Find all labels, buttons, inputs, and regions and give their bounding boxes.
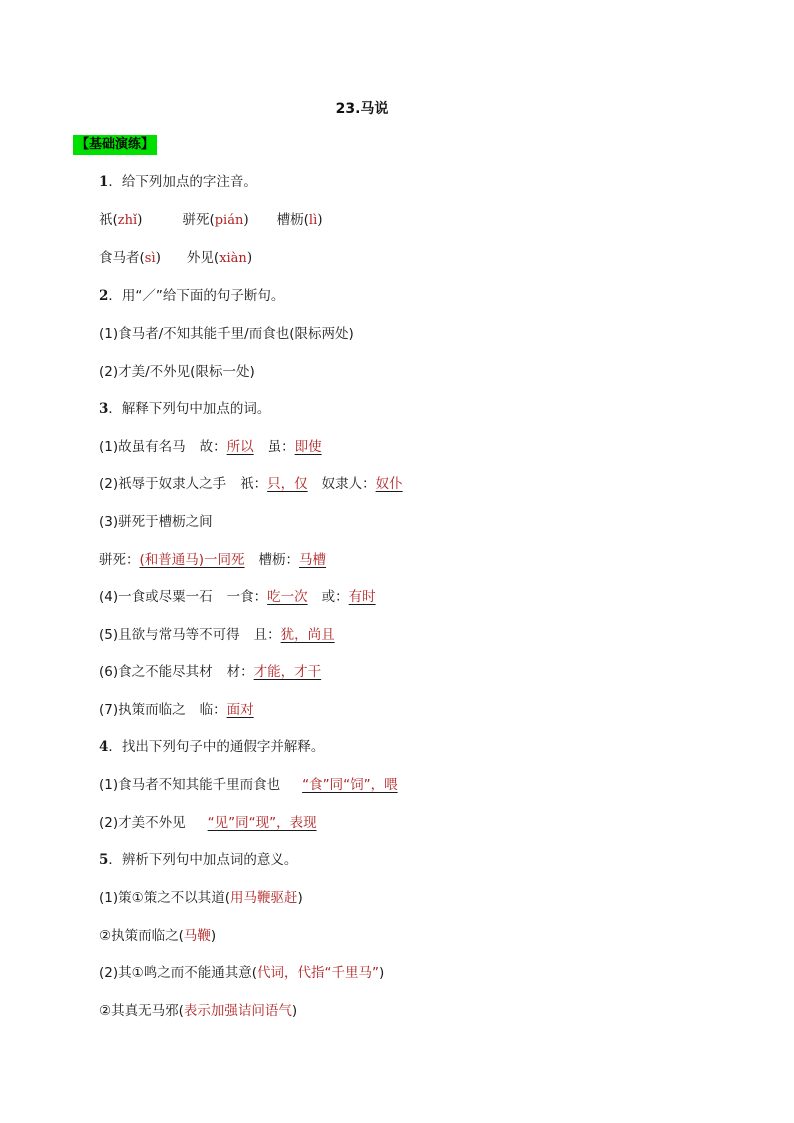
definition-line: (1)策①策之不以其道(用马鞭驱赶) — [99, 890, 303, 906]
answer-blank: 面对 — [226, 702, 254, 718]
question-text: 用“／”给下面的句子断句。 — [121, 288, 285, 304]
definition-line: ②执策而临之(马鞭) — [99, 928, 217, 944]
answer-text: 代词，代指“千里马” — [257, 965, 379, 981]
question-4 — [99, 737, 324, 757]
definition-line: (1)故虽有名马 故：所以 虽：即使 — [99, 439, 322, 455]
question-2 — [99, 286, 284, 306]
question-1 — [99, 172, 257, 192]
definition-line: (7)执策而临之 临：面对 — [99, 702, 254, 718]
answer-line: (2)才美/不外见(限标一处) — [99, 364, 255, 380]
question-separator: ． — [108, 288, 122, 304]
answer-text: 用马鞭驱赶 — [230, 890, 298, 906]
question-separator: ． — [108, 852, 122, 868]
answer-blank: “食”同“饲”，喂 — [302, 777, 398, 793]
answer-blank: 所以 — [226, 439, 254, 455]
definition-line: ②其真无马邪(表示加强诘问语气) — [99, 1003, 298, 1019]
question-separator: ． — [108, 739, 122, 755]
answer-blank: 吃一次 — [267, 589, 308, 605]
answer-blank: 奴仆 — [375, 476, 403, 492]
definition-line: (3)骈死于槽枥之间 — [99, 514, 213, 530]
definition-line: 骈死：(和普通马)一同死 槽枥：马槽 — [99, 552, 327, 568]
question-text: 辨析下列句中加点词的意义。 — [121, 852, 298, 868]
pinyin-item: 槽枥(lì) — [276, 212, 323, 228]
definition-line: (1)食马者不知其能千里而食也 “食”同“饲”，喂 — [99, 777, 398, 793]
pinyin-row-2 — [99, 248, 252, 269]
answer-blank: 只，仅 — [267, 476, 308, 492]
question-3 — [99, 399, 270, 419]
question-5 — [99, 850, 297, 870]
answer-text: 表示加强诘问语气 — [183, 1003, 292, 1019]
pinyin-item: 食马者(sì) — [99, 250, 161, 266]
answer-blank: 马槽 — [299, 552, 327, 568]
definition-line: (2)其①鸣之而不能通其意(代词，代指“千里马”) — [99, 965, 385, 981]
question-text: 找出下列句子中的通假字并解释。 — [121, 739, 325, 755]
answer-text: 马鞭 — [183, 928, 211, 944]
definition-line: (2)祇辱于奴隶人之手 祇：只，仅 奴隶人：奴仆 — [99, 476, 403, 492]
answer-blank: 即使 — [294, 439, 322, 455]
definition-line: (2)才美不外见 “见”同“现”，表现 — [99, 815, 317, 831]
page-title: 23.马说 — [335, 101, 389, 117]
answer-blank: “见”同“现”，表现 — [207, 815, 317, 831]
pinyin-row-1 — [99, 210, 323, 231]
question-number: 1 — [99, 174, 109, 190]
question-number: 2 — [99, 288, 109, 304]
question-number: 5 — [99, 852, 109, 868]
section-tag: 【基础演练】 — [73, 135, 157, 155]
pinyin-item: 外见(xiàn) — [186, 250, 253, 266]
question-text: 解释下列句中加点的词。 — [121, 401, 271, 417]
answer-blank: 有时 — [348, 589, 376, 605]
definition-line: (5)且欲与常马等不可得 且：犹，尚且 — [99, 627, 335, 643]
question-text: 给下列加点的字注音。 — [121, 174, 257, 190]
answer-blank: (和普通马)一同死 — [139, 552, 245, 568]
definition-line: (6)食之不能尽其材 材：才能，才干 — [99, 664, 322, 680]
pinyin-item: 祇(zhǐ) — [99, 212, 143, 228]
question-number: 4 — [99, 739, 109, 755]
answer-line: (1)食马者/不知其能千里/而食也(限标两处) — [99, 326, 354, 342]
definition-line: (4)一食或尽粟一石 一食：吃一次 或：有时 — [99, 589, 376, 605]
question-separator: ． — [108, 174, 122, 190]
pinyin-item: 骈死(pián) — [182, 212, 249, 228]
answer-blank: 才能，才干 — [253, 664, 322, 680]
answer-blank: 犹，尚且 — [280, 627, 335, 643]
question-number: 3 — [99, 401, 109, 417]
question-separator: ． — [108, 401, 122, 417]
